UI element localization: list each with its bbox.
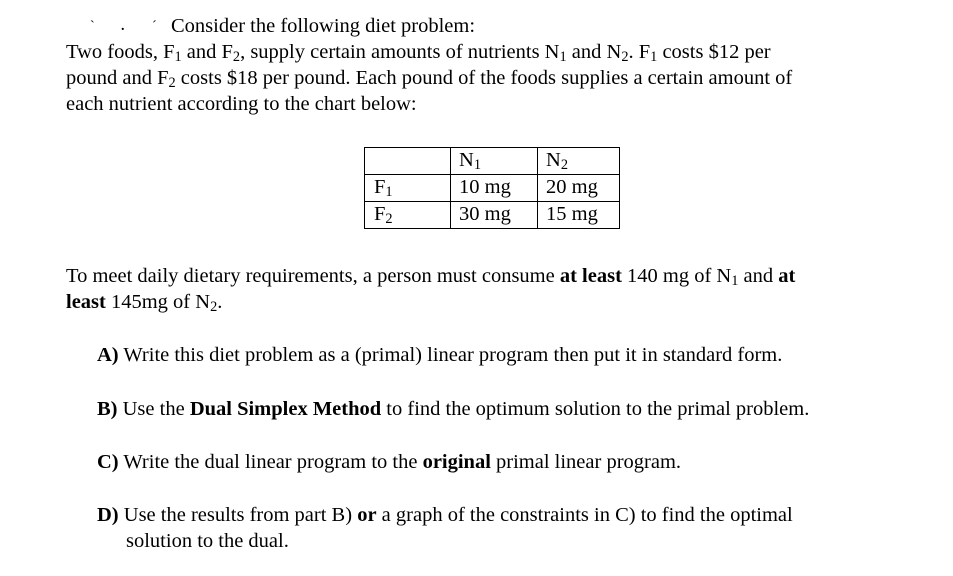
chart-header-n1: $N_1$ xyxy=(451,148,538,175)
part-d-continuation: solution to the dual. xyxy=(126,530,289,552)
nutrient-chart xyxy=(364,147,620,229)
chart-food-cell: $F_1$ xyxy=(365,175,451,202)
problem-line-3: each nutrient according to the chart below: xyxy=(66,93,417,115)
chart-n2-cell: 15 mg xyxy=(538,202,620,229)
scan-artifact-marks: ` . ´ xyxy=(90,19,157,34)
chart-row-f2 xyxy=(365,202,620,229)
chart-n1-cell: 30 mg xyxy=(451,202,538,229)
intro-line: Consider the following diet problem: xyxy=(171,15,476,37)
part-c: C) Write the dual linear program to the original primal linear program. xyxy=(97,451,682,473)
chart-n1-cell: 10 mg xyxy=(451,175,538,202)
problem-line-2: pound and $F_2$ costs $18 per pound. Each pound of the foods supplies a certain amount of xyxy=(66,67,793,92)
problem-line-1: Two foods, $F_1$ and $F_2$, supply certain amounts of nutrients $N_1$ and $N_2$. $F_1$ costs $12 per xyxy=(66,41,771,66)
chart-header-row xyxy=(365,148,620,175)
chart-corner-cell xyxy=(365,148,451,175)
requirement-line-1: To meet daily dietary requirements, a person must consume at least 140 mg of $N_1$ and at xyxy=(66,265,796,290)
chart-header-n2: $N_2$ xyxy=(538,148,620,175)
part-b: B) Use the Dual Simplex Method to find the optimum solution to the primal problem. xyxy=(97,398,810,420)
chart-n2-cell: 20 mg xyxy=(538,175,620,202)
part-d: D) Use the results from part B) or a graph of the constraints in C) to find the optimal solution to the dual. xyxy=(97,504,793,552)
requirement-line-2: least 145mg of $N_2$. xyxy=(66,291,223,316)
part-a: A) Write this diet problem as a (primal) linear program then put it in standard form. xyxy=(97,344,783,366)
chart-row-f1 xyxy=(365,175,620,202)
chart-food-cell: $F_2$ xyxy=(365,202,451,229)
